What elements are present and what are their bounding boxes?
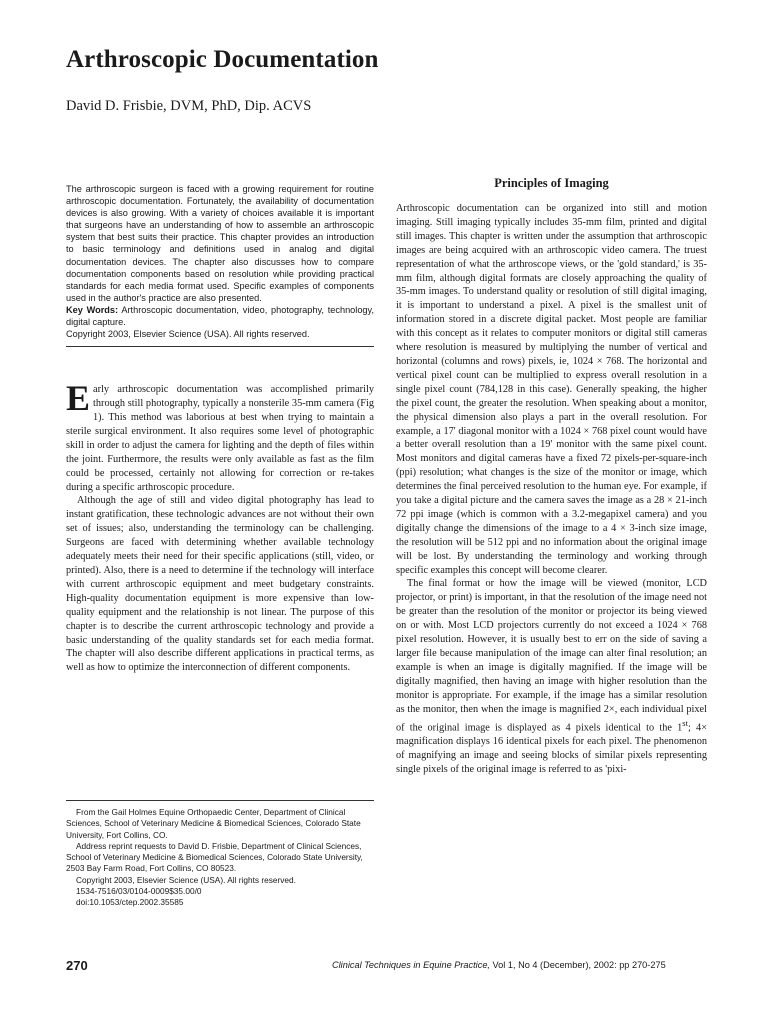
- affiliation-doi: doi:10.1053/ctep.2002.35585: [76, 897, 184, 908]
- abstract-copyright: Copyright 2003, Elsevier Science (USA). All rights reserved.: [66, 329, 310, 340]
- affiliation-reprint: Address reprint requests to David D. Frisbie, Department of Clinical Sciences, School of Veterinary Medicine & Biomedical Sciences, Colorado State University, 2503 Bay Farm Road, Fort Collins, CO 80523.: [66, 840, 363, 874]
- affiliation-copyright: Copyright 2003, Elsevier Science (USA). All rights reserved.: [76, 874, 296, 885]
- principles-paragraph-1: Arthroscopic documentation can be organized into still and motion imaging. Still imaging typically includes 35-mm film, printed and digital still images. This chapter is written under the assumption that arthroscopic images are being acquired with an arthroscopic video camera. The truest representation of what the arthroscope views, or the 'gold standard,' is 35-mm film, although digital formats are closely approaching the quality of 35-mm images. To understand quality or resolution of still digital imaging, it is important to understand a pixel. A pixel is the smallest unit of information stored in a discrete digital packet. Most people are familiar with this concept as it relates to computer monitors or digital still cameras where resolution is measured by multiplying the number of vertical and horizontal (columns and rows) pixels, ie, 1024 × 768. The horizontal and vertical pixel count can be multiplied to express overall resolution in a single pixel count (784,128 in this case). Generally speaking, the higher the pixel count, the greater the resolution. When speaking about a monitor, the physical dimension also plays a part in the overall resolution. For example, a 17' diagonal monitor with a 1024 × 768 pixel count would have a better overall resolution than a 19' monitor with the same pixel count. Most monitors and digital cameras have a fixed 72 pixels-per-square-inch (ppi) resolution; what changes is the size of the monitor or image, which determines the final perceived resolution to the human eye. For example, if you take a digital picture and the camera saves the image as a 28 × 21-inch 72 ppi image (which is common with a 3.2-megapixel camera) and you digitally change the dimensions of the image to a 4 × 3-inch size image, the resolution will be 512 ppi and no information about the original image will be lost. By understanding the terminology and working through specific examples this concept will become clearer.: [396, 203, 707, 576]
- intro-paragraph-1-text: arly arthroscopic documentation was accomplished primarily through still photography, typically a nonsterile 35-mm camera (Fig 1). This method was laborious at best when trying to maintain a sterile surgical environment. It also requires some level of photographic skill in order to adjust the camera for lighting and the depth of files within the joint. Furthermore, the results were only available as fast as the film could be processed, certainly not allowing for correction or re-takes during a specific arthroscopic procedure.: [66, 384, 374, 493]
- principles-paragraph-2-b: ; 4× magnification displays 16 identical pixels for each pixel. The phenomenon of magnifying an image and seeing blocks of similar pixels representing single pixels of the original image is referred to as 'pixi-: [396, 721, 708, 775]
- intro-paragraph-1: [66, 378, 374, 494]
- principles-paragraph-2: [396, 577, 707, 776]
- keywords-label: Key Words:: [66, 304, 119, 315]
- superscript-st: st: [682, 717, 689, 728]
- principles-body: [396, 202, 707, 777]
- abstract-text: The arthroscopic surgeon is faced with a growing requirement for routine arthroscopic documentation. Fortunately, the availability of documentation devices is also growing. With a variety of choices available it is important that surgeons have an understanding of how to assemble an arthroscopic system that best suits their practice. This chapter provides an introduction to basic terminology and definitions used in analog and digital documentation devices. The chapter also discusses how to compare documentation components based on resolution while providing practical standards for each media format used. Specific examples of components used in the author's practice are also presented.: [66, 184, 374, 303]
- page-number: 270: [66, 958, 88, 973]
- abstract: [66, 183, 374, 340]
- keywords-line: [66, 304, 374, 328]
- abstract-divider: [66, 346, 374, 347]
- journal-volume: Vol 1, No 4 (December), 2002: pp 270-275: [492, 960, 666, 970]
- drop-cap: E: [66, 378, 91, 419]
- introduction: [66, 378, 374, 675]
- affiliation-footnote: [66, 800, 374, 909]
- right-column: [396, 176, 707, 777]
- keywords-text: Arthroscopic documentation, video, photography, technology, digital capture.: [66, 304, 375, 328]
- journal-citation: [332, 960, 666, 970]
- section-heading: Principles of Imaging: [494, 176, 609, 190]
- principles-paragraph-2-a: The final format or how the image will be viewed (monitor, LCD projector, or print) is important, in that the resolution of the image need not be greater than the resolution of the monitor or projector its being viewed on or with. Most LCD projectors currently do not exceed a 1024 × 768 pixel resolution. However, it is usually best to err on the side of saving a larger file because manipulation of the image can alter final resolution; an example is when an image is digitally magnified. If the image will be digitally magnified, then having an image with higher resolution than the monitor is appropriate. For example, if the image has a similar resolution as the monitor, then when the image is magnified 2×, each individual pixel of the original image is displayed as 4 pixels identical to the 1: [396, 578, 707, 733]
- affiliation-from: From the Gail Holmes Equine Orthopaedic Center, Department of Clinical Sciences, School of Veterinary Medicine & Biomedical Sciences, Colorado State University, Fort Collins, CO.: [66, 807, 361, 840]
- journal-name: Clinical Techniques in Equine Practice,: [332, 960, 490, 970]
- affiliation-issn: 1534-7516/03/0104-0009$35.00/0: [76, 886, 202, 897]
- intro-paragraph-2: Although the age of still and video digital photography has lead to instant gratification, these technologic advances are not without their own set of issues; also, understanding the terminology can be challenging. Surgeons are faced with determining whether available technology adequately meets their need for their specific applications (still, video, or printed). Also, there is a need to determine if the technology will interface with current arthroscopic equipment and meet budgetary constraints. High-quality documentation equipment is more expensive than low-quality equipment and the relationship is not linear. The purpose of this chapter is to describe the current arthroscopic technology and provide a basic understanding of the quality standards set for each media format. The chapter will also describe different applications in practical terms, as well as how to optimize the interconnection of different components.: [66, 495, 374, 674]
- author-line: David D. Frisbie, DVM, PhD, Dip. ACVS: [66, 98, 312, 114]
- left-column: [66, 183, 374, 675]
- article-title: Arthroscopic Documentation: [66, 46, 379, 73]
